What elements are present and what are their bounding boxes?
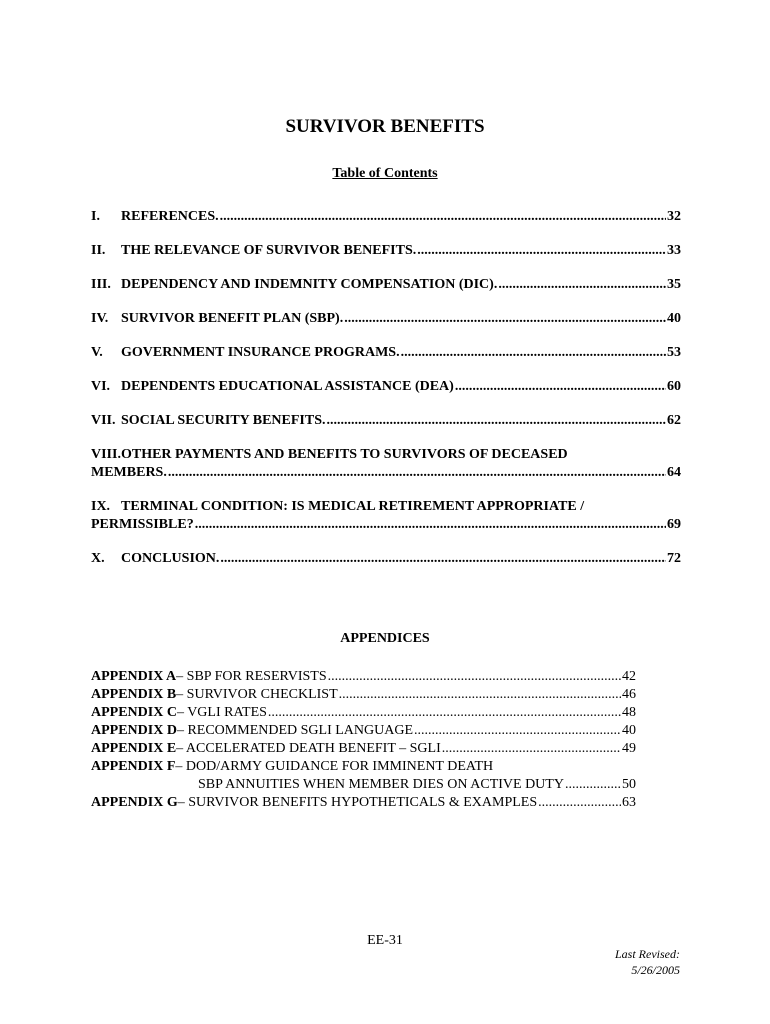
appendix-g: APPENDIX G – SURVIVOR BENEFITS HYPOTHETICALS & EXAMPLES ..... 63 <box>91 794 636 812</box>
appendix-f-continued: SBP ANNUITIES WHEN MEMBER DIES ON ACTIVE DUTY ..... 50 <box>91 776 636 794</box>
appendix-a: APPENDIX A – SBP FOR RESERVISTS ..... 42 <box>91 668 636 686</box>
last-revised-label: Last Revised: <box>615 947 680 961</box>
toc-entry-conclusion: X. CONCLUSION. ..... 72 <box>91 550 681 568</box>
page-number: EE-31 <box>367 933 403 948</box>
appendix-c: APPENDIX C – VGLI RATES ..... 48 <box>91 704 636 722</box>
appendices-list <box>91 668 636 812</box>
toc-entry-terminal-condition: IX. TERMINAL CONDITION: IS MEDICAL RETIREMENT APPROPRIATE / PERMISSIBLE? ..... 69 <box>91 498 681 534</box>
appendices-heading: APPENDICES <box>340 631 430 646</box>
toc-entry-insurance: V. GOVERNMENT INSURANCE PROGRAMS. ..... 53 <box>91 344 681 362</box>
toc-entry-dic: III. DEPENDENCY AND INDEMNITY COMPENSATION (DIC). ..... 35 <box>91 276 681 294</box>
toc-entry-dea: VI. DEPENDENTS EDUCATIONAL ASSISTANCE (DEA) ..... 60 <box>91 378 681 396</box>
toc-entry-social-security: VII. SOCIAL SECURITY BENEFITS. ..... 62 <box>91 412 681 430</box>
toc-entry-other-payments: VIII. OTHER PAYMENTS AND BENEFITS TO SURVIVORS OF DECEASED MEMBERS. ..... 64 <box>91 446 681 482</box>
last-revised <box>615 946 680 978</box>
appendix-f: APPENDIX F – DOD/ARMY GUIDANCE FOR IMMINENT DEATH <box>91 759 494 774</box>
toc-entry-sbp: IV. SURVIVOR BENEFIT PLAN (SBP). ..... 40 <box>91 310 681 328</box>
appendix-b: APPENDIX B – SURVIVOR CHECKLIST ..... 46 <box>91 686 636 704</box>
toc-entry-relevance: II. THE RELEVANCE OF SURVIVOR BENEFITS. ..... 33 <box>91 242 681 260</box>
last-revised-date: 5/26/2005 <box>631 963 680 977</box>
appendix-e: APPENDIX E – ACCELERATED DEATH BENEFIT – SGLI ..... 49 <box>91 740 636 758</box>
appendix-d: APPENDIX D – RECOMMENDED SGLI LANGUAGE ..... 40 <box>91 722 636 740</box>
document-title: SURVIVOR BENEFITS <box>285 116 485 137</box>
toc-entry-references: I. REFERENCES. ..... 32 <box>91 208 681 226</box>
toc-heading: Table of Contents <box>332 166 438 181</box>
